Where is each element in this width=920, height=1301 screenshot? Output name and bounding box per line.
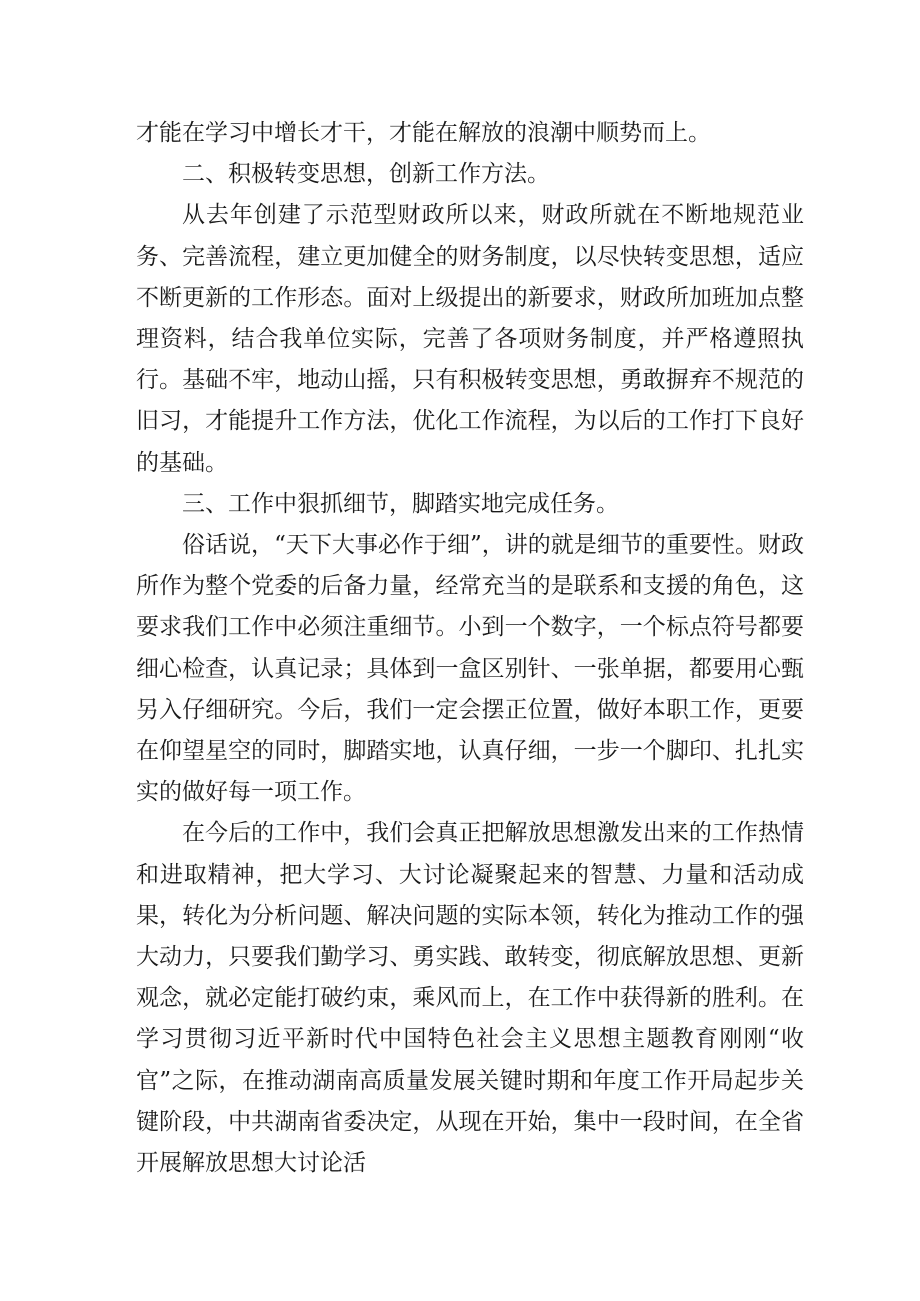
paragraph-conclusion: 在今后的工作中，我们会真正把解放思想激发出来的工作热情和进取精神，把大学习、大讨论凝聚起来的智慧、力量和活动成果，转化为分析问题、解决问题的实际本领，转化为推动工作的强大动力，只要我们勤学习、勇实践、敢转变，彻底解放思想、更新观念，就必定能打破约束，乘风而上，在工作中获得新的胜利。在学习贯彻习近平新时代中国特色社会主义思想主题教育刚刚“收官”之际，在推动湖南高质量发展关键时期和年度工作开局起步关键阶段，中共湖南省委决定，从现在开始，集中一段时间，在全省开展解放思想大讨论活 [136,820,804,1177]
paragraph-section-3-body: 俗话说，“天下大事必作于细”，讲的就是细节的重要性。财政所作为整个党委的后备力量，经常充当的是联系和支援的角色，这要求我们工作中必须注重细节。小到一个数字，一个标点符号都要细心检查，认真记录；具体到一盒区别针、一张单据，都要用心甄另入仔细研究。今后，我们一定会摆正位置，做好本职工作，更要在仰望星空的同时，脚踏实地，认真仔细，一步一个脚印、扎扎实实的做好每一项工作。 [136,532,804,806]
section-heading-3: 三、工作中狠抓细节，脚踏实地完成任务。 [182,490,619,517]
paragraph-section-2-body: 从去年创建了示范型财政所以来，财政所就在不断地规范业务、完善流程，建立更加健全的财务制度，以尽快转变思想，适应不断更新的工作形态。面对上级提出的新要求，财政所加班加点整理资料，结合我单位实际，完善了各项财务制度，并严格遵照执行。基础不牢，地动山摇，只有积极转变思想，勇敢摒弃不规范的旧习，才能提升工作方法，优化工作流程，为以后的工作打下良好的基础。 [136,202,804,476]
paragraph-continuation: 才能在学习中增长才干，才能在解放的浪潮中顺势而上。 [136,120,711,146]
section-heading-2: 二、积极转变思想，创新工作方法。 [182,161,550,188]
document-body [136,113,804,1184]
